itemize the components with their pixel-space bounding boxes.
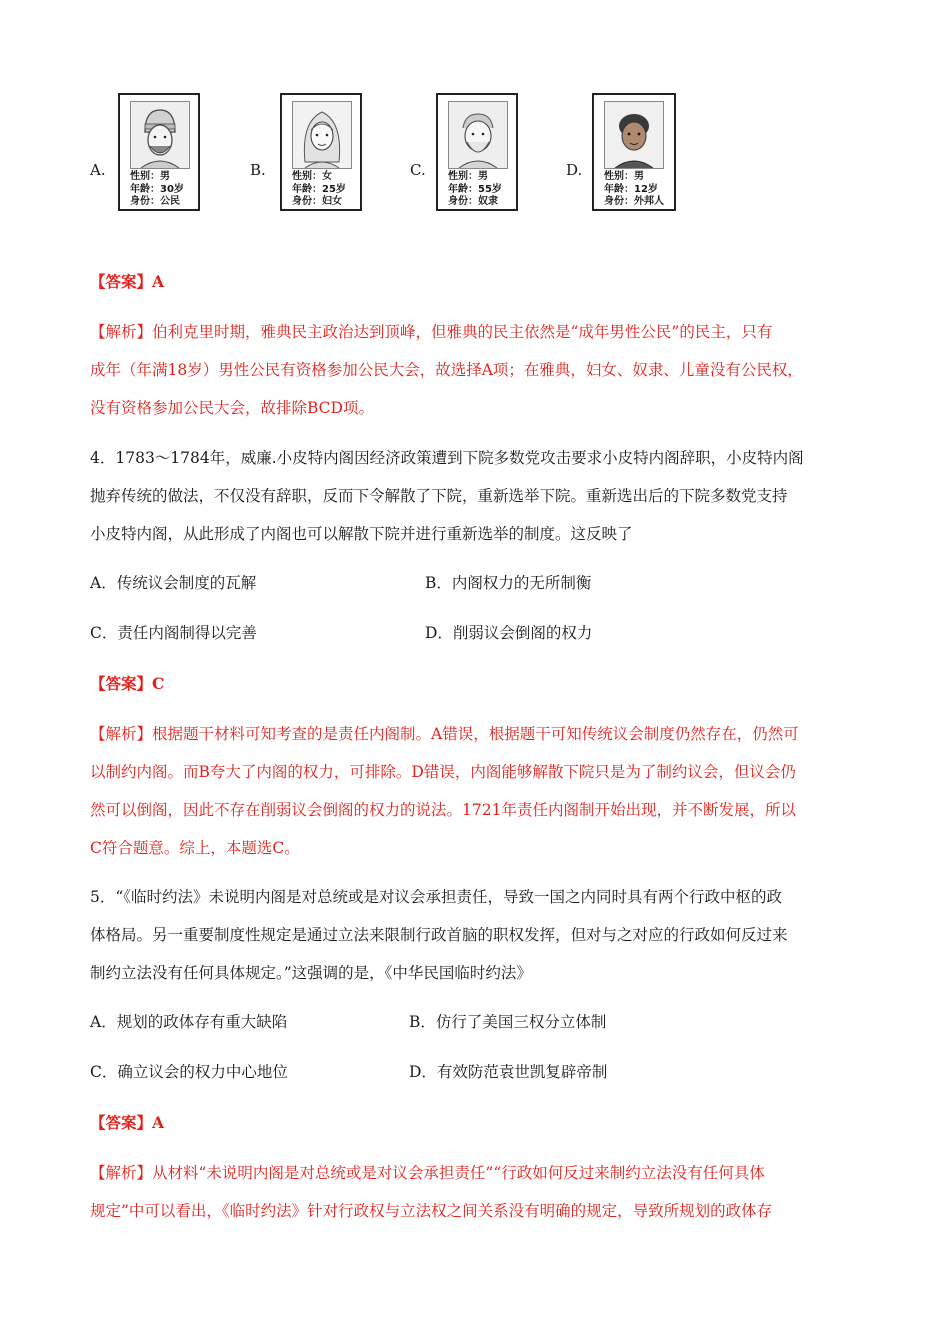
woman-portrait-icon: [292, 101, 352, 169]
gender-label: 性别：男: [130, 171, 170, 182]
q3-analysis-line-2: 成年（年满18岁）男性公民有资格参加公民大会，故选择A项；在雅典，妇女、奴隶、儿童没有公民权，: [90, 361, 803, 379]
option-card-d: [592, 93, 676, 211]
identity-label: 身份：妇女: [292, 196, 342, 207]
identity-label: 身份：奴隶: [448, 196, 498, 207]
age-label: 年龄：12岁: [604, 183, 658, 195]
q5-option-a: A．规划的政体存有重大缺陷: [90, 1013, 288, 1031]
option-letter-b: B.: [250, 161, 266, 179]
q4-option-d: D．削弱议会倒阁的权力: [425, 624, 593, 642]
identity-label: 身份：外邦人: [604, 196, 664, 207]
q5-option-b: B．仿行了美国三权分立体制: [409, 1013, 607, 1031]
q4-analysis-line-2: 以制约内阁。而B夸大了内阁的权力，可排除。D错误，内阁能够解散下院只是为了制约议会，但议会仍: [90, 763, 796, 781]
option-card-c: [436, 93, 518, 211]
age-label: 年龄：55岁: [448, 183, 502, 195]
option-letter-d: D.: [566, 161, 583, 179]
option-card-b: [280, 93, 362, 211]
helmeted-man-portrait-icon: [130, 101, 190, 169]
q5-analysis-line-1: 【解析】从材料“未说明内阁是对总统或是对议会承担责任”“行政如何反过来制约立法没有任何具体: [90, 1164, 765, 1182]
option-card-a: [118, 93, 200, 211]
q4-stem-line-3: 小皮特内阁，从此形成了内阁也可以解散下院并进行重新选举的制度。这反映了: [90, 525, 633, 543]
q3-answer: 【答案】A: [90, 272, 165, 291]
q4-analysis-line-1: 【解析】根据题干材料可知考查的是责任内阁制。A错误，根据题干可知传统议会制度仍然存在，仍然可: [90, 725, 799, 743]
q3-analysis-line-3: 没有资格参加公民大会，故排除BCD项。: [90, 399, 374, 417]
q5-answer: 【答案】A: [90, 1113, 165, 1132]
q4-option-a: A．传统议会制度的瓦解: [90, 574, 257, 592]
q5-stem-line-3: 制约立法没有任何具体规定。”这强调的是，《中华民国临时约法》: [90, 964, 532, 982]
old-man-portrait-icon: [448, 101, 508, 169]
gender-label: 性别：男: [448, 171, 488, 182]
q5-option-d: D．有效防范袁世凯复辟帝制: [409, 1063, 608, 1081]
option-card-d-info: [604, 171, 664, 209]
q4-stem-line-1: 4．1783～1784年，威廉.小皮特内阁因经济政策遭到下院多数党攻击要求小皮特内阁辞职，小皮特内阁: [90, 449, 804, 467]
q4-analysis-line-3: 然可以倒阁，因此不存在削弱议会倒阁的权力的说法。1721年责任内阁制开始出现，并不断发展，所以: [90, 801, 796, 819]
boy-portrait-icon: [604, 101, 664, 169]
q5-stem-line-1: 5．“《临时约法》未说明内阁是对总统或是对议会承担责任，导致一国之内同时具有两个行政中枢的政: [90, 888, 783, 906]
age-label: 年龄：25岁: [292, 183, 346, 195]
option-letter-a: A.: [90, 161, 106, 179]
gender-label: 性别：女: [292, 171, 332, 182]
q5-stem-line-2: 体格局。另一重要制度性规定是通过立法来限制行政首脑的职权发挥，但对与之对应的行政如何反过来: [90, 926, 788, 944]
identity-label: 身份：公民: [130, 196, 180, 207]
age-label: 年龄：30岁: [130, 183, 184, 195]
q4-option-c: C．责任内阁制得以完善: [90, 624, 257, 642]
option-card-a-info: [130, 171, 184, 209]
q4-option-b: B．内阁权力的无所制衡: [425, 574, 592, 592]
option-letter-c: C.: [410, 161, 426, 179]
option-card-b-info: [292, 171, 346, 209]
q4-stem-line-2: 抛弃传统的做法，不仅没有辞职，反而下令解散了下院，重新选举下院。重新选出后的下院多数党支持: [90, 487, 788, 505]
gender-label: 性别：男: [604, 171, 644, 182]
q3-analysis-line-1: 【解析】伯利克里时期，雅典民主政治达到顶峰，但雅典的民主依然是“成年男性公民”的民主，只有: [90, 323, 773, 341]
q5-analysis-line-2: 规定”中可以看出，《临时约法》针对行政权与立法权之间关系没有明确的规定，导致所规划的政体存: [90, 1202, 773, 1220]
q4-analysis-line-4: C符合题意。综上，本题选C。: [90, 839, 300, 857]
q5-option-c: C．确立议会的权力中心地位: [90, 1063, 288, 1081]
q3-option-row: [0, 93, 950, 218]
option-card-c-info: [448, 171, 502, 209]
q4-answer: 【答案】C: [90, 674, 165, 693]
